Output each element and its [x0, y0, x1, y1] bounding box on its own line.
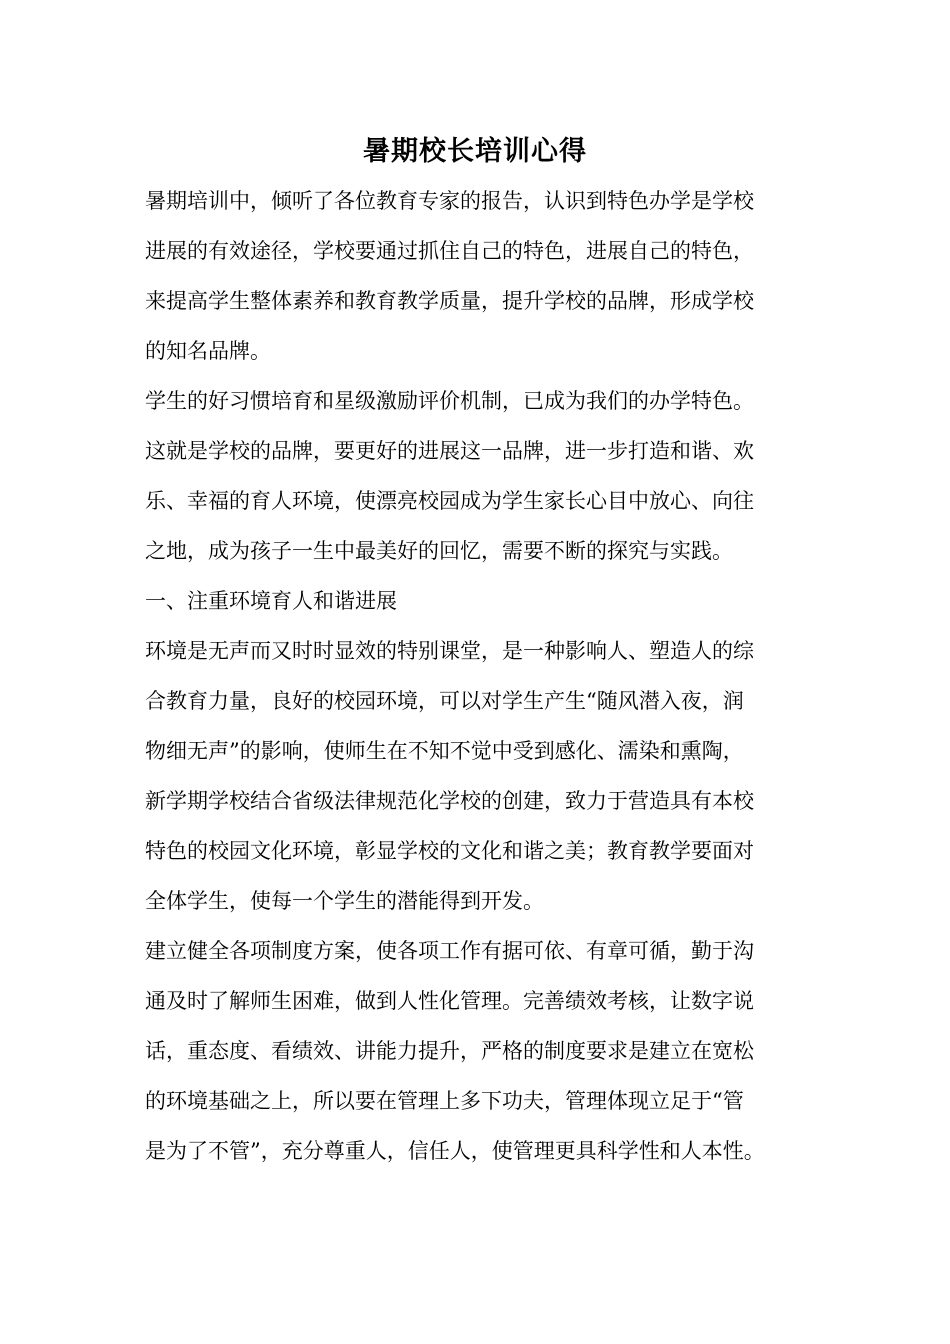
body-line-10: 环境是无声而又时时显效的特别课堂，是一种影响人、塑造人的综	[145, 639, 754, 663]
body-line-5: 学生的好习惯培育和星级激励评价机制，已成为我们的办学特色。	[145, 389, 754, 413]
body-line-11: 合教育力量，良好的校园环境，可以对学生产生“随风潜入夜，润	[145, 689, 744, 713]
body-line-4: 的知名品牌。	[145, 339, 271, 363]
body-line-12: 物细无声”的影响，使师生在不知不觉中受到感化、濡染和熏陶，	[145, 739, 744, 763]
body-line-16: 建立健全各项制度方案，使各项工作有据可依、有章可循，勤于沟	[145, 939, 754, 963]
body-line-8: 之地，成为孩子一生中最美好的回忆，需要不断的探究与实践。	[145, 539, 733, 563]
body-line-7: 乐、幸福的育人环境，使漂亮校园成为学生家长心目中放心、向往	[145, 489, 754, 513]
body-line-1: 暑期培训中，倾听了各位教育专家的报告，认识到特色办学是学校	[145, 189, 754, 213]
body-line-18: 话，重态度、看绩效、讲能力提升，严格的制度要求是建立在宽松	[145, 1039, 754, 1063]
body-line-15: 全体学生，使每一个学生的潜能得到开发。	[145, 889, 544, 913]
document-title: 暑期校长培训心得	[363, 136, 587, 167]
body-line-3: 来提高学生整体素养和教育教学质量，提升学校的品牌，形成学校	[145, 289, 754, 313]
body-line-19: 的环境基础之上，所以要在管理上多下功夫，管理体现立足于“管	[145, 1089, 744, 1113]
body-line-20: 是为了不管”，充分尊重人，信任人，使管理更具科学性和人本性。	[145, 1139, 765, 1163]
section-heading: 一、注重环境育人和谐进展	[145, 589, 397, 613]
body-line-14: 特色的校园文化环境，彰显学校的文化和谐之美；教育教学要面对	[145, 839, 754, 863]
body-line-17: 通及时了解师生困难，做到人性化管理。完善绩效考核，让数字说	[145, 989, 754, 1013]
body-line-2: 进展的有效途径，学校要通过抓住自己的特色，进展自己的特色，	[145, 239, 754, 263]
body-line-13: 新学期学校结合省级法律规范化学校的创建，致力于营造具有本校	[145, 789, 754, 813]
body-line-6: 这就是学校的品牌，要更好的进展这一品牌，进一步打造和谐、欢	[145, 439, 754, 463]
